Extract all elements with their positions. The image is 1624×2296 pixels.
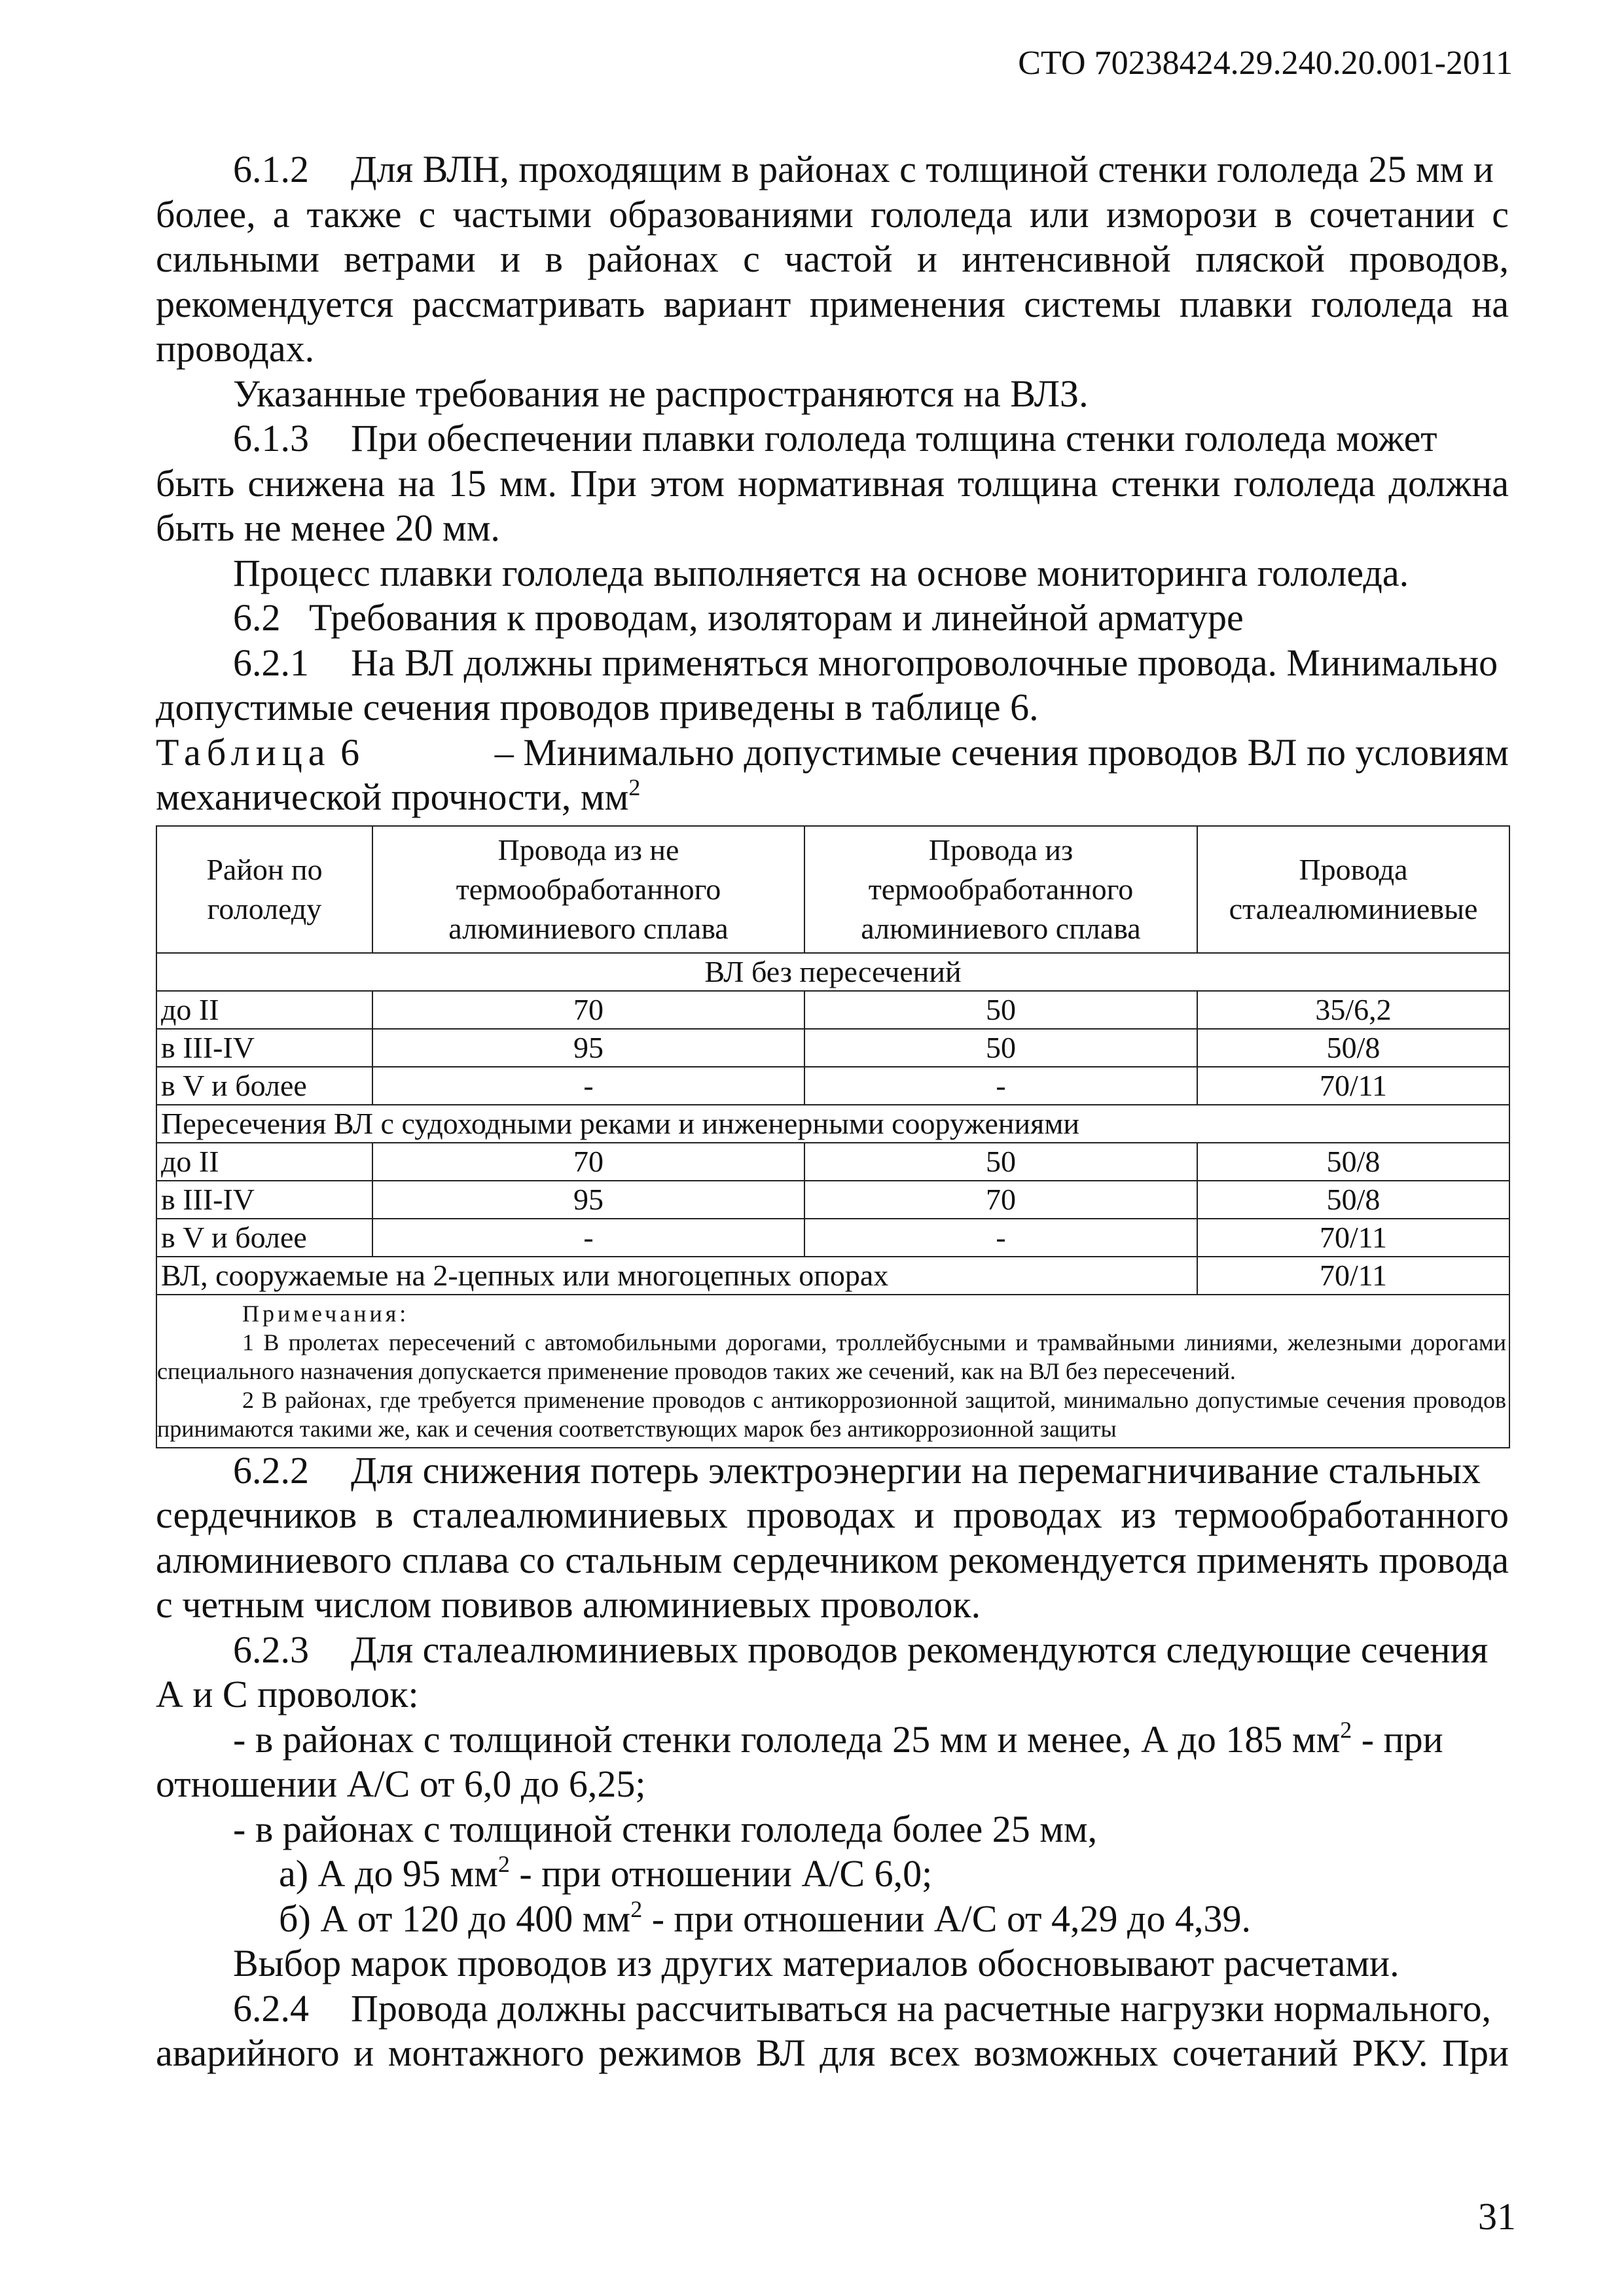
paragraph-text: При обеспечении плавки гололеда толщина стенки гололеда может: [351, 417, 1437, 459]
list-item-thin-ice: - в районах с толщиной стенки гололеда 25 мм и менее, А до 185 $мм^2$ - при: [233, 1716, 1443, 1761]
paragraph-text: На ВЛ должны применяться многопроволочные провода. Минимально: [351, 641, 1498, 684]
clause-number: 6.1.2: [233, 148, 309, 190]
table-notes: [156, 1295, 1509, 1448]
paragraph-6-2-2: [156, 1448, 1509, 1494]
list-item-thick-ice: - в районах с толщиной стенки гололеда более 25 мм,: [233, 1807, 1098, 1850]
paragraph-6-2-2-continued: сердечников в сталеалюминиевых проводах и проводах из термообработанного алюминиевого сплава со стальным сердечником рекомендуется применять провода с четным числом повивов алюминиевых проволок.: [156, 1494, 1509, 1626]
table-row: [156, 1143, 1509, 1181]
table-row: [156, 1029, 1509, 1067]
clause-number: 6.2.1: [233, 641, 309, 684]
header-non-heat-treated-alloy: Провода из не термообработанного алюминиевого сплава: [372, 826, 804, 953]
table-6: [156, 825, 1510, 1448]
sub-item-a: а) А до 95 $мм^2$ - при отношении А/С 6,0;: [279, 1851, 933, 1895]
section-heading-6-2: 6.2 Требования к проводам, изоляторам и линейной арматуре: [233, 596, 1244, 639]
value-cell: -: [804, 1219, 1197, 1257]
value-cell: 50/8: [1197, 1143, 1509, 1181]
paragraph-6-1-3-continued: быть снижена на 15 мм. При этом нормативная толщина стенки гололеда должна быть не менее 20 мм.: [156, 461, 1509, 549]
value-cell: 50/8: [1197, 1181, 1509, 1219]
header-heat-treated-alloy: Провода из термообработанного алюминиевого сплава: [804, 826, 1197, 953]
paragraph-6-1-3: [156, 416, 1509, 461]
clause-number: 6.1.3: [233, 417, 309, 459]
table-row: [156, 1181, 1509, 1219]
value-cell: 70/11: [1197, 1257, 1509, 1295]
paragraph-text: Для сталеалюминиевых проводов рекомендуются следующие сечения: [351, 1628, 1489, 1671]
table-row-multicircuit: [156, 1257, 1509, 1295]
list-item-thin-ice-continued: отношении А/С от 6,0 до 6,25;: [156, 1763, 646, 1805]
multicircuit-label: ВЛ, сооружаемые на 2-цепных или многоцепных опорах: [156, 1257, 1197, 1295]
document-code-header: СТО 70238424.29.240.20.001-2011: [1018, 45, 1513, 82]
value-cell: 50: [804, 1029, 1197, 1067]
note-1: 1 В пролетах пересечений с автомобильными дорогами, троллейбусными и трамвайными линиями, железными дорогами специального назначения допускается применение проводов таких же сечений, как на ВЛ без пересечений.: [157, 1329, 1506, 1384]
value-cell: 70/11: [1197, 1067, 1509, 1105]
superscript: 2: [1340, 1716, 1352, 1743]
value-cell: 70: [372, 1143, 804, 1181]
table-row: [156, 1067, 1509, 1105]
value-cell: -: [372, 1219, 804, 1257]
value-cell: 50: [804, 991, 1197, 1029]
paragraph-6-2-3: [156, 1628, 1509, 1673]
section-label: ВЛ без пересечений: [156, 953, 1509, 991]
page-number: 31: [1478, 2195, 1516, 2238]
clause-number: 6.2.3: [233, 1628, 309, 1671]
region-cell: до II: [156, 1143, 372, 1181]
region-cell: до II: [156, 991, 372, 1029]
value-cell: 35/6,2: [1197, 991, 1509, 1029]
table-header-row: [156, 826, 1509, 953]
header-region: Район по гололеду: [156, 826, 372, 953]
paragraph-6-2-3-continued: А и С проволок:: [156, 1673, 419, 1715]
value-cell: 95: [372, 1029, 804, 1067]
note-2: 2 В районах, где требуется применение проводов с антикоррозионной защитой, минимально допустимые сечения проводов принимаются такими же, как и сечения соответствующих марок без антикоррозионной защиты: [157, 1386, 1506, 1442]
superscript: 2: [497, 1851, 510, 1877]
paragraph-text: Для снижения потерь электроэнергии на перемагничивание стальных: [351, 1448, 1481, 1492]
notes-title: Примечания:: [242, 1300, 410, 1327]
superscript: 2: [628, 774, 641, 800]
section-label: Пересечения ВЛ с судоходными реками и инженерными сооружениями: [156, 1105, 1509, 1143]
paragraph-6-2-1: [156, 641, 1509, 686]
value-cell: -: [804, 1067, 1197, 1105]
paragraph-text: Для ВЛН, проходящим в районах с толщиной стенки гололеда 25 мм и: [351, 148, 1494, 190]
paragraph-6-2-4: [156, 1986, 1509, 2032]
table-caption-word: Таблица: [156, 730, 331, 774]
table-caption-text: – Минимально допустимые сечения проводов ВЛ по условиям: [494, 730, 1509, 774]
value-cell: 95: [372, 1181, 804, 1219]
table-row: [156, 1219, 1509, 1257]
paragraph-6-2-1-continued: допустимые сечения проводов приведены в таблице 6.: [156, 686, 1039, 728]
region-cell: в V и более: [156, 1067, 372, 1105]
table-caption: [156, 730, 1509, 776]
value-cell: 70: [804, 1181, 1197, 1219]
value-cell: 70: [372, 991, 804, 1029]
region-cell: в III-IV: [156, 1029, 372, 1067]
table-notes-row: [156, 1295, 1509, 1448]
paragraph-text: Провода должны рассчитываться на расчетные нагрузки нормального,: [351, 1986, 1491, 2030]
paragraph-monitoring: Процесс плавки гололеда выполняется на основе мониторинга гололеда.: [233, 551, 1409, 594]
table-caption-line2: механической прочности, $мм^2$: [156, 774, 641, 818]
sub-item-b: б) А от 120 до 400 $мм^2$ - при отношении А/С от 4,29 до 4,39.: [279, 1895, 1252, 1940]
paragraph-6-1-2: [156, 147, 1509, 192]
table-section-row: [156, 953, 1509, 991]
paragraph-6-1-2-continued: более, а также с частыми образованиями гололеда или изморози в сочетании с сильными ветрами и в районах с частой и интенсивной пляской проводов, рекомендуется рассматривать вариант применения системы плавки гололеда на проводах.: [156, 192, 1509, 370]
table-caption-number: 6: [340, 730, 366, 774]
value-cell: 70/11: [1197, 1219, 1509, 1257]
clause-number: 6.2.4: [233, 1986, 309, 2030]
value-cell: -: [372, 1067, 804, 1105]
paragraph-6-2-4-continued: аварийного и монтажного режимов ВЛ для всех возможных сочетаний РКУ. При: [156, 2032, 1509, 2074]
table-section-row: [156, 1105, 1509, 1143]
superscript: 2: [630, 1895, 643, 1922]
value-cell: 50/8: [1197, 1029, 1509, 1067]
value-cell: 50: [804, 1143, 1197, 1181]
paragraph-material-choice: Выбор марок проводов из других материалов обосновывают расчетами.: [233, 1942, 1399, 1984]
header-steel-aluminium: Провода сталеалюминиевые: [1197, 826, 1509, 953]
clause-number: 6.2.2: [233, 1448, 309, 1492]
table-row: [156, 991, 1509, 1029]
region-cell: в V и более: [156, 1219, 372, 1257]
page-body: [156, 147, 1509, 2076]
paragraph-vlz-note: Указанные требования не распространяются на ВЛЗ.: [233, 372, 1089, 415]
region-cell: в III-IV: [156, 1181, 372, 1219]
